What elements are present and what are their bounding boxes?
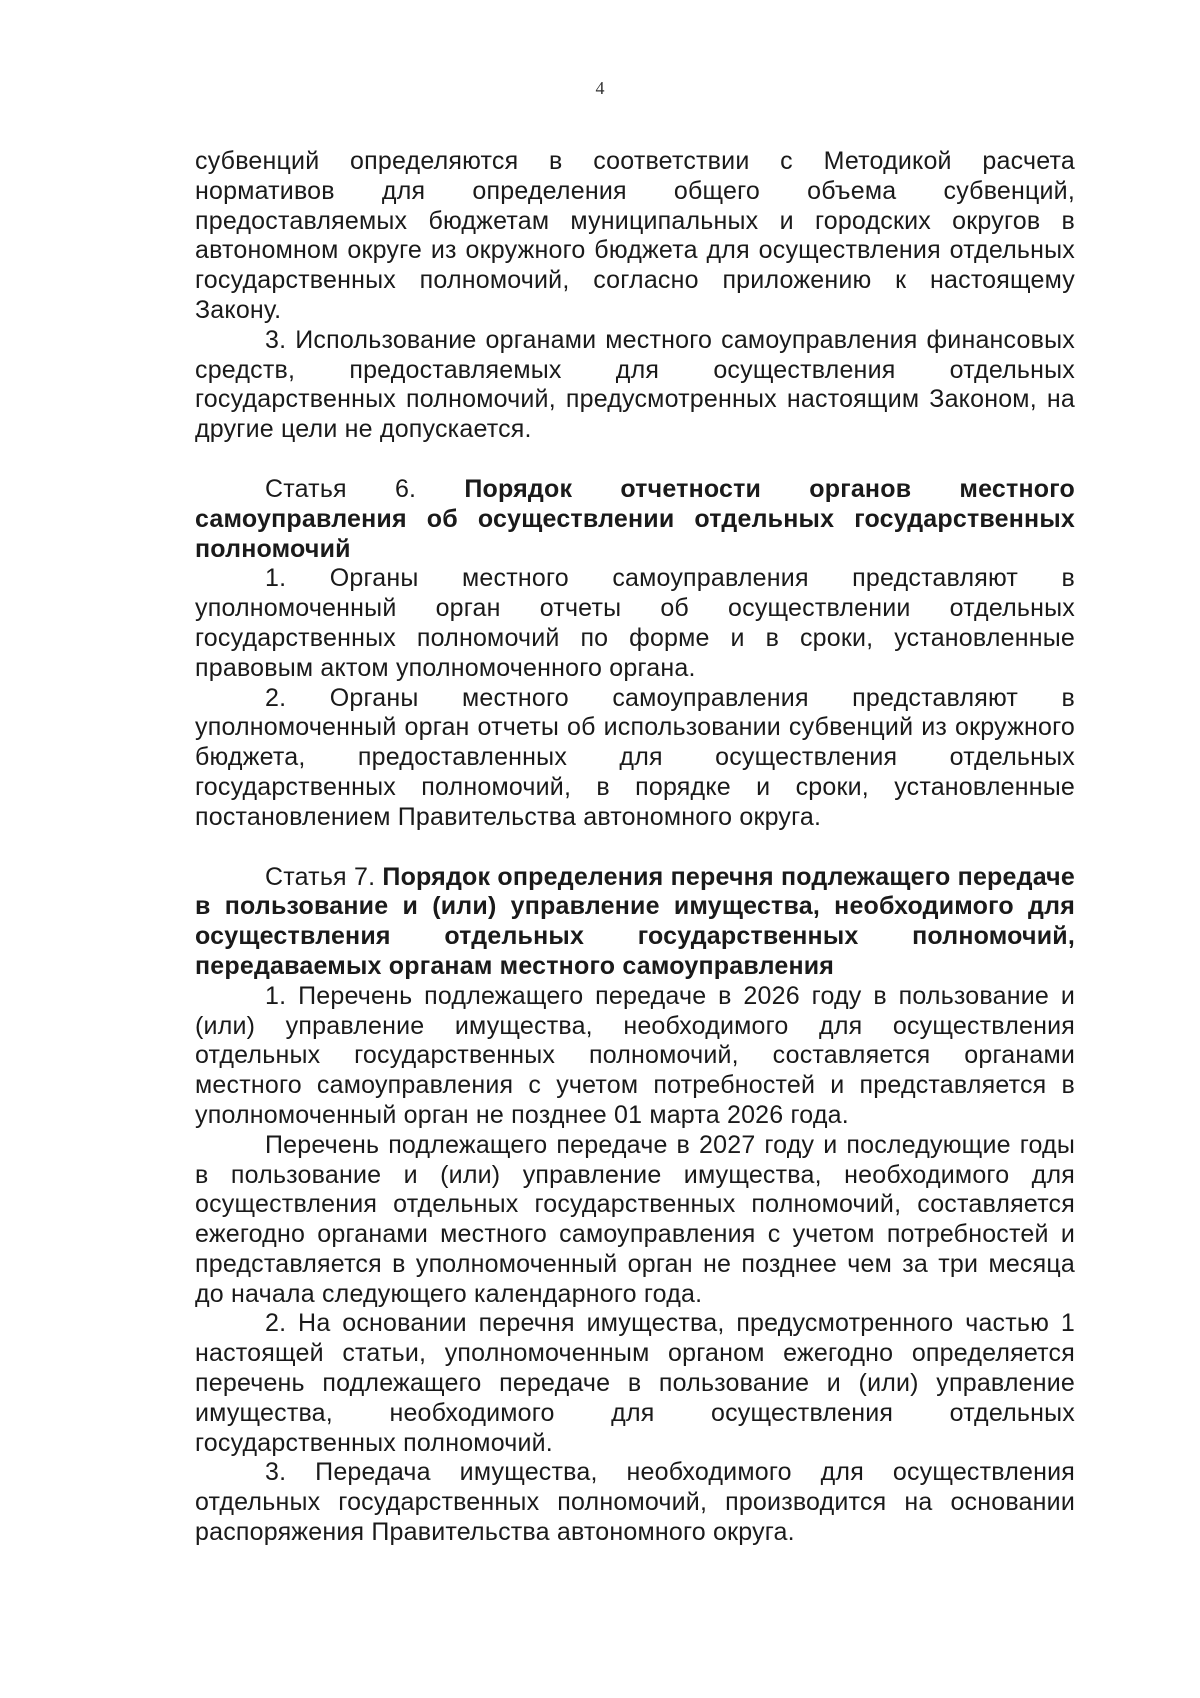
paragraph: Перечень подлежащего передаче в 2027 году и последующие годы в пользование и (или) управление имущества, необходимого для осуществления отдельных государственных полномочий, составляется ежегодно органами местного самоуправления с учетом потребностей и представляется в уполномоченный орган не позднее чем за три месяца до начала следующего календарного года. (195, 1130, 1075, 1308)
article-7-title (195, 863, 1075, 982)
paragraph: 2. Органы местного самоуправления представляют в уполномоченный орган отчеты об использовании субвенций из окружного бюджета, предоставленных для осуществления отдельных государственных полномочий, в порядке и сроки, установленные постановлением Правительства автономного округа. (195, 683, 1075, 831)
article-label: Статья 6. (265, 474, 465, 503)
article-label: Статья 7. (265, 862, 383, 891)
paragraph: 3. Использование органами местного самоуправления финансовых средств, предоставляемых для осуществления отдельных государственных полномочий, предусмотренных настоящим Законом, на другие цели не допускается. (195, 325, 1075, 444)
paragraph: 2. На основании перечня имущества, предусмотренного частью 1 настоящей статьи, уполномоченным органом ежегодно определяется перечень подлежащего передаче в пользование и (или) управление имущества, необходимого для осуществления отдельных государственных полномочий. (195, 1309, 1075, 1457)
paragraph: 1. Перечень подлежащего передаче в 2026 году в пользование и (или) управление имущества, необходимого для осуществления отдельных государственных полномочий, составляется органами местного самоуправления с учетом потребностей и представляется в уполномоченный орган не позднее 01 марта 2026 года. (195, 981, 1075, 1129)
paragraph: субвенций определяются в соответствии с Методикой расчета нормативов для определения общего объема субвенций, предоставляемых бюджетам муниципальных и городских округов в автономном округе из окружного бюджета для осуществления отдельных государственных полномочий, согласно приложению к настоящему Закону. (195, 147, 1075, 324)
page-number: 4 (595, 78, 605, 98)
article-heading: Порядок отчетности органов местного самоуправления об осуществлении отдельных государственных полномочий (195, 474, 1075, 563)
article-6-title (195, 475, 1075, 564)
article-heading: Порядок определения перечня подлежащего передаче в пользование и (или) управление имущества, необходимого для осуществления отдельных государственных полномочий, передаваемых органам местного самоуправления (195, 862, 1075, 980)
paragraph: 1. Органы местного самоуправления представляют в уполномоченный орган отчеты об осуществлении отдельных государственных полномочий по форме и в сроки, установленные правовым актом уполномоченного органа. (195, 564, 1075, 682)
document-body (195, 147, 1075, 1548)
paragraph: 3. Передача имущества, необходимого для осуществления отдельных государственных полномочий, производится на основании распоряжения Правительства автономного округа. (195, 1458, 1075, 1547)
